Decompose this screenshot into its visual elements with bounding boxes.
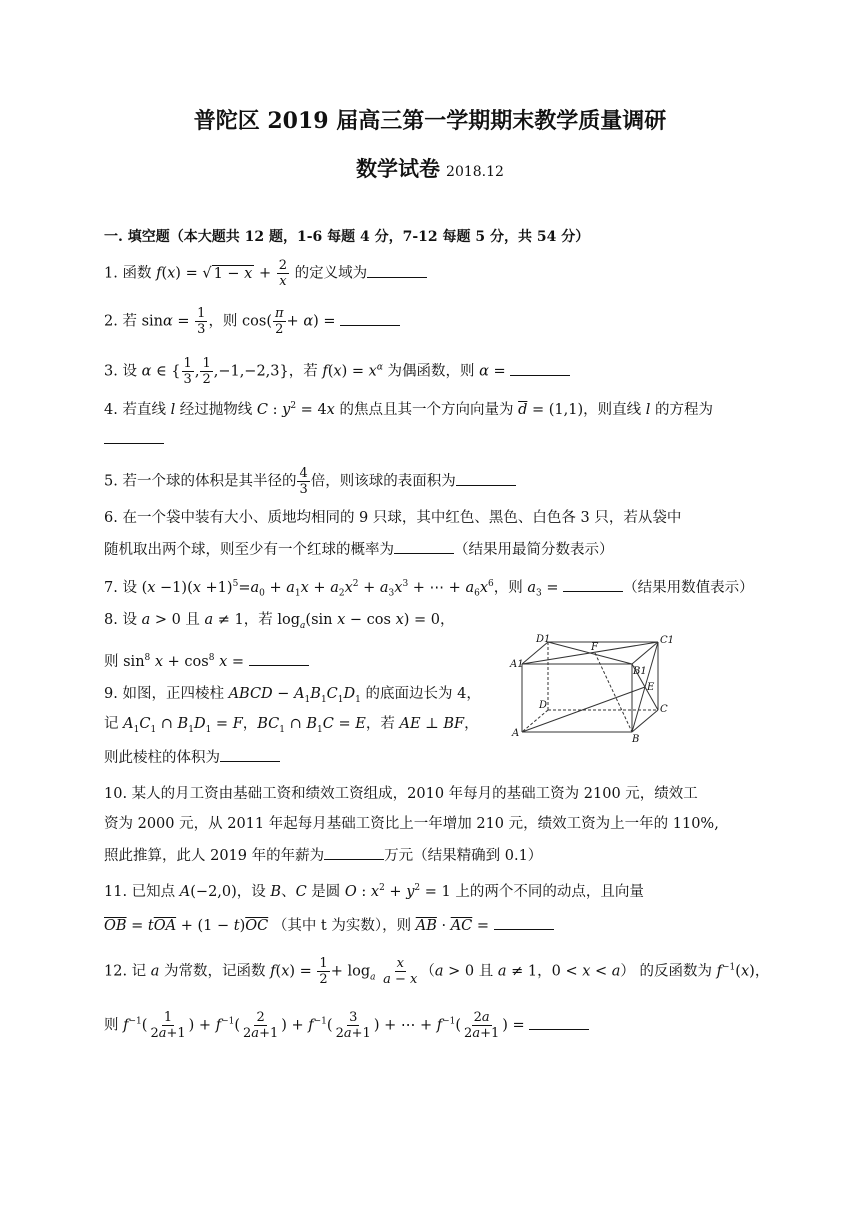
question-5: 5. 若一个球的体积是其半径的 $\frac{4}{3}$ 倍，则该球的表面积为 xyxy=(104,466,516,497)
label-B: B xyxy=(632,734,640,744)
question-8-line-1: 8. 设 a > 0 且 a ≠ 1，若 $\log_a(\sin$ x − cos x) = 0， xyxy=(104,612,455,631)
question-3: 3. 设 α ∈ { $\frac{1}{3}$ , $\frac{1}{2}$ ,−1,−2,3}，若 $f(x) = x^\alpha$ 为偶函数，则 α = xyxy=(104,356,570,387)
q4-answer-blank[interactable] xyxy=(104,428,164,444)
question-8-line-2: 则 $\sin^8 x + \cos^8 x$ = xyxy=(104,648,309,672)
question-11-line-2: $\overline{OB} = t\overline{OA} + (1 - t)\overline{OC}$ （其中 t 为实数），则 $\overline{AB} \cdot \overline{AC}$ = xyxy=(104,914,554,936)
q12-text-3: 的反函数为 xyxy=(634,963,717,980)
question-6-line-2 xyxy=(104,538,614,560)
q2-answer-blank[interactable] xyxy=(340,310,400,326)
q11-text-4: 上的两个不同的动点，且向量 xyxy=(450,883,644,900)
q3-text: 3. 设 xyxy=(104,363,142,380)
q8-text: 8. 设 xyxy=(104,612,142,628)
q4-text-5: 的方程为 xyxy=(650,401,713,418)
question-10-line-2: 资为 2000 元，从 2011 年起每月基础工资比上一年增加 210 元，绩效工资为上一年的 110%, xyxy=(104,816,719,832)
q3-text-3: 为偶函数，则 xyxy=(382,363,480,380)
label-D1: D1 xyxy=(536,634,551,645)
q12-text-2: 为常数，记函数 xyxy=(159,963,271,980)
question-7: 7. 设 $(x -1)(x +1)^5=a_0 + a_1x + a_2x^2 + a_3x^3$ + ⋯ + $a_6x^6$，则 $a_3$ = （结果用数值表示） xyxy=(104,574,754,604)
q7-text-3: （结果用数值表示） xyxy=(623,579,754,596)
subtitle-text: 数学试卷 xyxy=(356,156,441,181)
question-6-line-1: 6. 在一个袋中装有大小、质地均相同的 9 只球，其中红色、黑色、白色各 3 只，若从袋中 xyxy=(104,510,682,526)
q4-text-2: 经过抛物线 xyxy=(175,401,257,418)
question-12-line-2: 则 $f^{-1}$( $\frac{1}{2a+1}$ ) + $f^{-1}$( $\frac{2}{2a+1}$ ) + $f^{-1}$( $\frac{3}{2a+1}$ ) + ⋯ + $f^{-1}$( $\frac{2a}{2a+1}$ ) = xyxy=(104,1010,589,1041)
q7-text: 7. 设 xyxy=(104,579,142,596)
label-C1: C1 xyxy=(660,635,675,646)
question-1: 1. 函数 f(x) = √ 1 − x + $\frac{2}{x}$ 的定义域为 xyxy=(104,258,427,289)
q11-text: 11. 已知点 xyxy=(104,883,180,900)
q11-text-2: ，设 xyxy=(236,883,271,900)
q6-answer-blank[interactable] xyxy=(394,538,454,554)
q3-text-2: ，若 xyxy=(288,363,323,380)
q6-text-2: （结果用最简分数表示） xyxy=(454,542,614,558)
q7-answer-blank[interactable] xyxy=(563,576,623,592)
q9-text-3: 记 xyxy=(104,716,124,732)
q11-answer-blank[interactable] xyxy=(494,914,554,930)
q5-answer-blank[interactable] xyxy=(456,470,516,486)
q9-text-5: 则此棱柱的体积为 xyxy=(104,750,220,766)
q8-answer-blank[interactable] xyxy=(249,650,309,666)
page-subtitle xyxy=(0,153,860,183)
q9-text: 9. 如图，正四棱柱 xyxy=(104,686,229,702)
q1-answer-blank[interactable] xyxy=(367,262,427,278)
q4-text-4: ，则直线 xyxy=(583,401,646,418)
q8-text-3: ，若 xyxy=(243,612,278,628)
question-4: 4. 若直线 l 经过抛物线 C : $y^2 = 4x$ 的焦点且其一个方向向量为 $\overline{d} = (1,1)$，则直线 l 的方程为 xyxy=(104,401,713,418)
q9-text-2: 的底面边长为 4， xyxy=(360,686,481,702)
q8-text-2: 且 xyxy=(180,612,205,628)
question-4-blank-line xyxy=(104,428,164,450)
section-heading: 一. 填空题（本大题共 12 题，1-6 每题 4 分，7-12 每题 5 分，共 54 分） xyxy=(104,229,590,245)
label-E: E xyxy=(647,682,655,693)
question-9-line-3 xyxy=(104,746,280,768)
q6-text: 随机取出两个球，则至少有一个红球的概率为 xyxy=(104,542,394,558)
q1-text-2: 的定义域为 xyxy=(290,265,368,282)
q5-text-2: 倍，则该球的表面积为 xyxy=(310,473,456,490)
q10-answer-blank[interactable] xyxy=(324,844,384,860)
q2-text-2: ，则 xyxy=(208,313,243,330)
label-F: F xyxy=(591,642,598,653)
q4-text: 4. 若直线 xyxy=(104,401,171,418)
label-B1: B1 xyxy=(633,666,647,677)
q2-text: 2. 若 xyxy=(104,313,142,330)
label-A1: A1 xyxy=(510,659,524,670)
q12-text: 12. 记 xyxy=(104,963,151,980)
label-A: A xyxy=(512,728,520,739)
question-9-line-2: 记 $A_1C_1$ ∩ $B_1D_1 = F$，$BC_1$ ∩ $B_1C = E$，若 AE ⊥ BF， xyxy=(104,716,479,735)
question-10-line-3 xyxy=(104,844,542,866)
q1-text: 1. 函数 xyxy=(104,265,157,282)
q11-text-3: 是圆 xyxy=(306,883,345,900)
label-D: D xyxy=(539,700,548,711)
q11-text-5: （其中 t 为实数），则 xyxy=(272,918,416,934)
question-12-line-1: 12. 记 a 为常数，记函数 f(x) = $\frac{1}{2}$ + $\log_a$ $\frac{x}{a - x}$ （a > 0 且 a ≠ 1，0 < x < a） 的反函数为 $f^{-1}(x)$， xyxy=(104,956,770,987)
question-2: 2. 若 sinα = $\frac{1}{3}$ ，则 cos( $\frac{\pi}{2}$ + α) = xyxy=(104,306,400,337)
q7-text-2: ，则 xyxy=(493,579,528,596)
q9-answer-blank[interactable] xyxy=(220,746,280,762)
q10-text: 照此推算，此人 2019 年的年薪为 xyxy=(104,848,325,864)
page-title: 普陀区 2019 届高三第一学期期末教学质量调研 xyxy=(193,108,667,134)
q5-text: 5. 若一个球的体积是其半径的 xyxy=(104,473,297,490)
q4-text-3: 的焦点且其一个方向向量为 xyxy=(334,401,519,418)
question-9-line-1: 9. 如图，正四棱柱 ABCD − $A_1B_1C_1D_1$ 的底面边长为 4， xyxy=(104,686,481,705)
q10-text-2: 万元（结果精确到 0.1） xyxy=(384,848,543,864)
question-10-line-1: 10. 某人的月工资由基础工资和绩效工资组成，2010 年每月的基础工资为 2100 元，绩效工 xyxy=(104,786,698,802)
q3-answer-blank[interactable] xyxy=(510,360,570,376)
q12-answer-blank[interactable] xyxy=(529,1014,589,1030)
q9-text-4: ，若 xyxy=(365,716,400,732)
exam-date: 2018.12 xyxy=(446,164,504,180)
prism-figure xyxy=(508,632,678,744)
q12-text-4: 则 xyxy=(104,1017,124,1034)
q8-text-4: 则 xyxy=(104,653,124,670)
question-11-line-1: 11. 已知点 A(−2,0)，设 B、C 是圆 O : $x^2 + y^2 = 1$ 上的两个不同的动点，且向量 xyxy=(104,883,644,900)
label-C: C xyxy=(660,704,668,715)
